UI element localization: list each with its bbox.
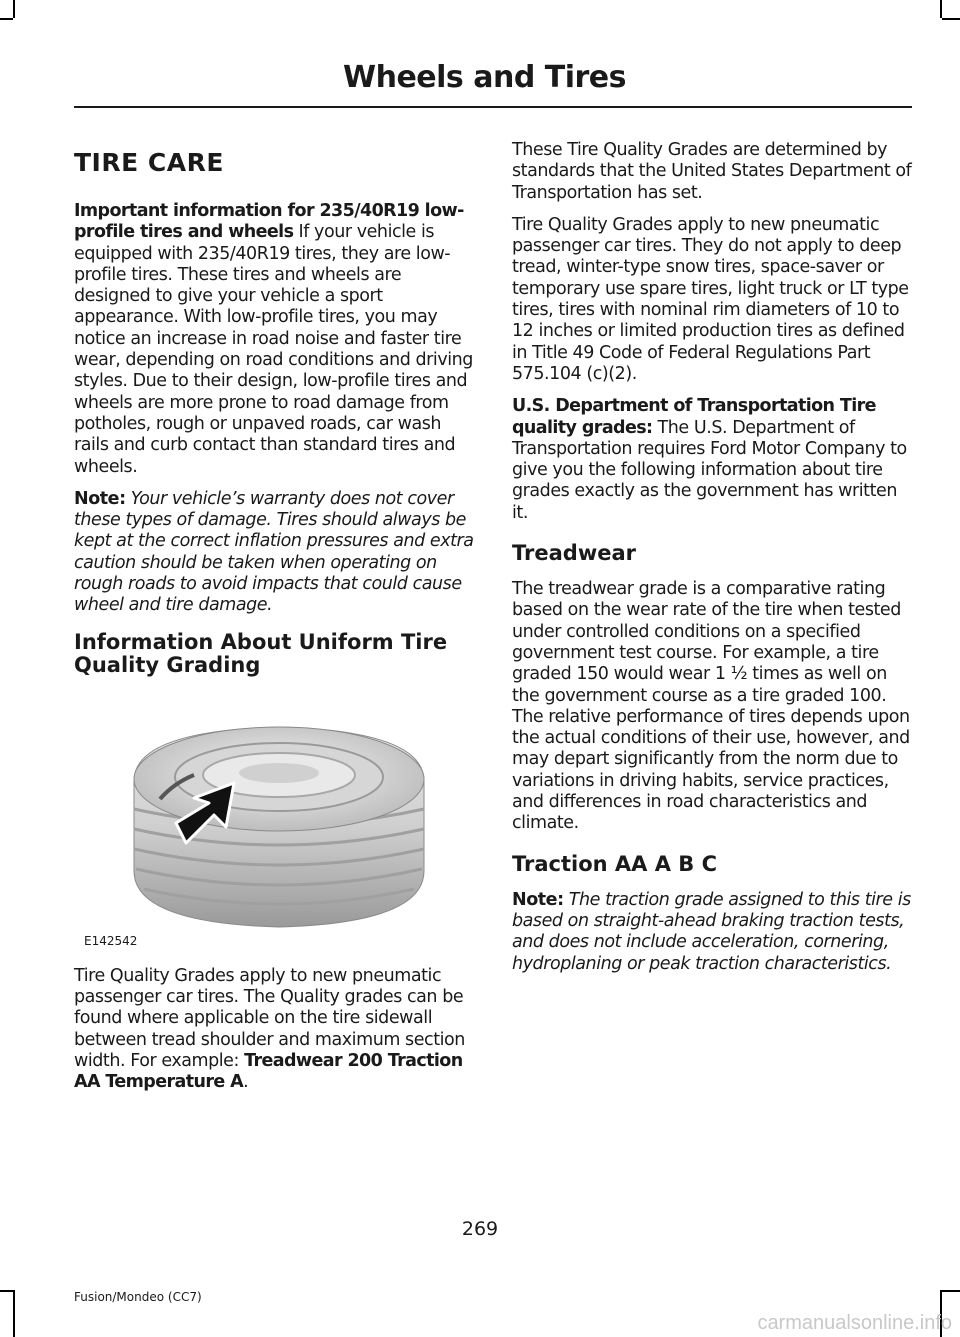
crop-mark	[13, 0, 15, 18]
treadwear-paragraph: The treadwear grade is a comparative rating based on the wear rate of the tire when tested under controlled conditions on a specified government test course. For example, a tire graded 150 would wear 1 ½ times as well on the government course as a tire graded 100. The relative performance of tires depends upon the actual conditions of their use, however, and may depart significantly from the norm due to variations in driving habits, service practices, and differences in road characteristics and climate.	[512, 579, 910, 834]
low-profile-paragraph	[74, 201, 478, 478]
warranty-note	[74, 489, 478, 617]
applicability-paragraph: Tire Quality Grades apply to new pneumatic passenger car tires. They do not apply to deep tread, winter-type snow tires, space-saver or temporary use spare tires, light truck or LT type tires, tires with nominal rim diameters of 10 to 12 inches or limited production tires as defined in Title 49 Code of Federal Regulations Part 575.104 (c)(2).	[512, 214, 909, 384]
quality-grades-example: Treadwear 200 Traction AA Temperature A	[74, 1050, 463, 1093]
dot-paragraph	[512, 396, 916, 524]
low-profile-body: If your vehicle is equipped with 235/40R19 tires, they are low-profile tires. These tires and wheels are designed to give your vehicle a sport appearance. With low-profile tires, you may notice an increase in road noise and faster tire wear, depending on road conditions and driving styles. Due to their design, low-profile tires and wheels are more prone to road damage from potholes, rough or unpaved roads, car wash rails and curb contact than standard tires and wheels.	[74, 222, 473, 477]
note-label: Note:	[74, 488, 126, 509]
note-label: Note:	[512, 889, 564, 910]
crop-mark	[942, 1290, 960, 1292]
tire-illustration	[74, 691, 478, 956]
note-body: The traction grade assigned to this tire is based on straight-ahead braking traction tests, and does not include acceleration, cornering, hydroplaning or peak traction characteristics.	[512, 889, 911, 974]
dot-body: The U.S. Department of Transportation requires Ford Motor Company to give you the following information about tire grades exactly as the government has written it.	[512, 417, 907, 523]
crop-mark	[940, 0, 942, 18]
page-number: 269	[461, 1218, 499, 1240]
utqg-subheading: Information About Uniform Tire Quality Grading	[74, 629, 448, 677]
tire-sidewall-icon	[114, 691, 444, 951]
crop-mark	[942, 18, 960, 20]
traction-note	[512, 890, 916, 975]
low-profile-lead: Important information for 235/40R19 low-profile tires and wheels	[74, 201, 464, 243]
note-body: Your vehicle’s warranty does not cover these types of damage. Tires should always be kept at the correct inflation pressures and extra caution should be taken when operating on rough roads to avoid impacts that could cause wheel and tire damage.	[74, 488, 474, 616]
quality-grades-paragraph	[74, 966, 478, 1094]
standards-paragraph: These Tire Quality Grades are determined by standards that the United States Department of Transportation has set.	[512, 140, 912, 203]
model-code: Fusion/Mondeo (CC7)	[74, 1290, 202, 1304]
crop-mark	[0, 18, 13, 20]
header-divider	[74, 106, 912, 108]
quality-grades-text: Tire Quality Grades apply to new pneumatic passenger car tires. The Quality grades can be found where applicable on the tire sidewall between tread shoulder and maximum section width. For example:	[74, 965, 465, 1071]
right-column	[512, 140, 916, 986]
crop-mark	[0, 1290, 13, 1292]
page-header-title: Wheels and Tires	[343, 60, 626, 95]
dot-lead: U.S. Department of Transportation Tire quality grades:	[512, 396, 876, 438]
quality-grades-period: .	[243, 1072, 249, 1093]
section-heading: TIRE CARE	[74, 148, 224, 177]
left-column	[74, 140, 478, 1104]
treadwear-heading: Treadwear	[512, 541, 636, 566]
traction-heading: Traction AA A B C	[512, 851, 718, 876]
figure-code: E142542	[84, 933, 138, 948]
crop-mark	[13, 1290, 15, 1337]
watermark: carmanualsonline.info	[757, 1312, 952, 1334]
